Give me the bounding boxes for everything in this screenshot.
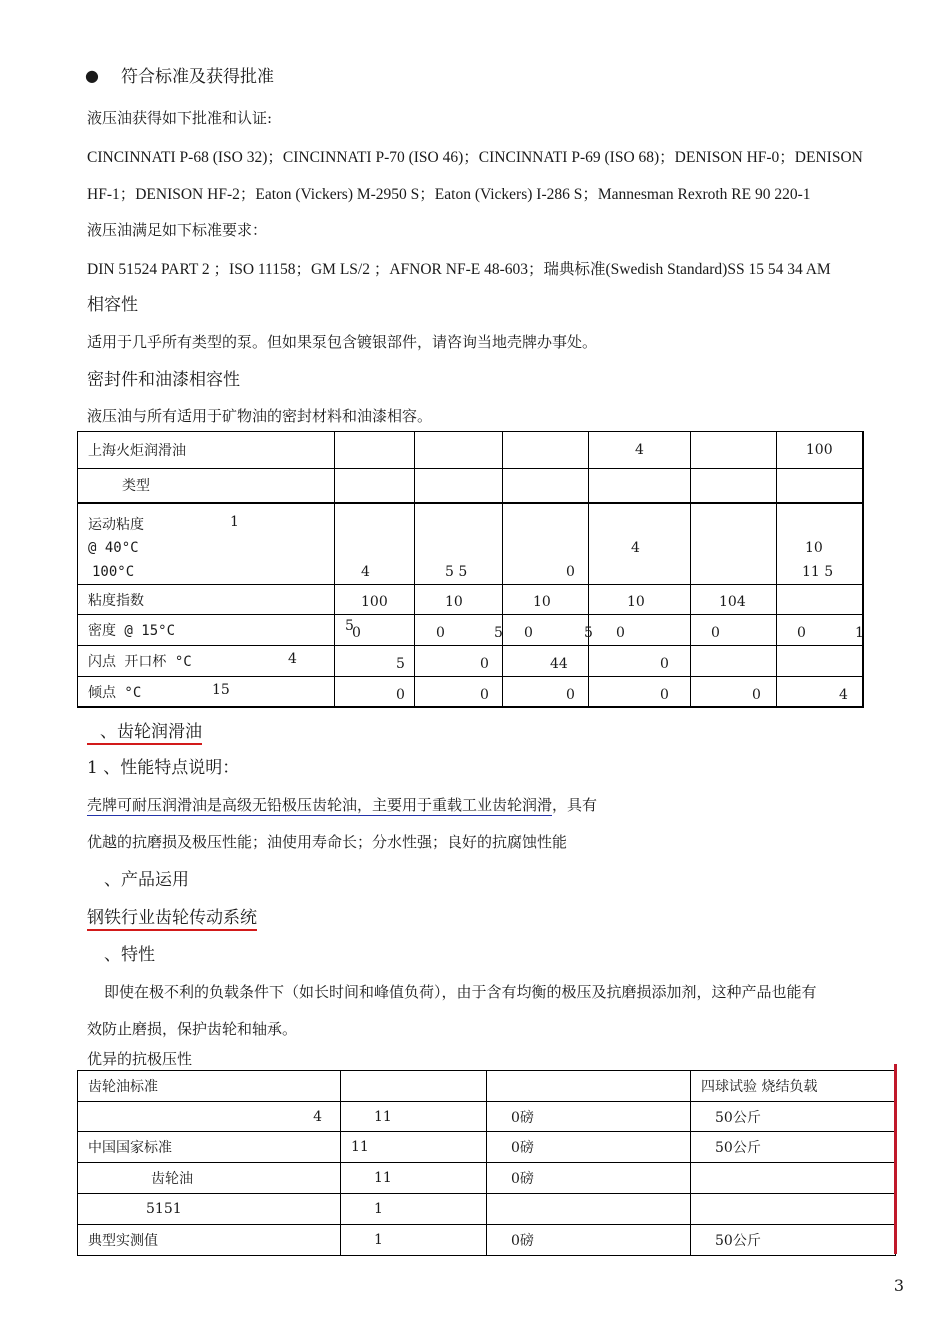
cell-value: 15 <box>212 682 230 698</box>
hydraulic-oil-table <box>77 431 864 708</box>
feature-line-1: 即使在极不利的负载条件下（如长时间和峰值负荷），由于含有均衡的极压及抗磨损添加剂，这种产品也能有 <box>104 983 817 1001</box>
feature-line-2: 效防止磨损，保护齿轮和轴承。 <box>87 1020 298 1038</box>
cell-value: 0磅 <box>511 1171 534 1187</box>
approvals-line-2: HF-1；DENISON HF-2；Eaton (Vickers) M-2950 S；Eaton (Vickers) I-286 S；Mannesman Rexroth RE 90 220-1 <box>87 186 811 203</box>
table-row <box>78 1225 896 1256</box>
standards-heading: 符合标准及获得批准 <box>121 67 274 87</box>
cell-value: 50公斤 <box>715 1233 761 1249</box>
cell-value: 0 <box>616 625 625 641</box>
page-number: 3 <box>893 1276 904 1295</box>
viscosity-label: 运动粘度 <box>88 516 144 533</box>
gear-standard-header: 齿轮油标准 <box>88 1079 158 1095</box>
cell-value: 104 <box>719 594 746 610</box>
cell-value: 0磅 <box>511 1233 534 1249</box>
cell-value: 11 5 <box>802 563 834 580</box>
cell-value: 10 <box>805 539 823 556</box>
cell-value: 0 <box>396 687 405 703</box>
cell-value: 5 5 <box>445 563 468 580</box>
table-row <box>78 1132 896 1163</box>
cell-value: 1 <box>230 513 239 530</box>
cell-value: 5 <box>345 618 354 634</box>
cell-value: 100°C <box>92 563 135 580</box>
cell-value: 0 <box>711 625 720 641</box>
bullet-icon: ● <box>85 66 99 85</box>
density-label: 密度 @ 15°C <box>88 623 176 639</box>
cell-value: 0 <box>480 687 489 703</box>
standards-line: DIN 51524 PART 2 ；ISO 11158；GM LS/2 ；AFNOR NF-E 48-603；瑞典标准(Swedish Standard)SS 15 54 34 AM <box>87 261 831 278</box>
performance-heading: 1 、性能特点说明： <box>87 758 240 778</box>
pour-point-label: 倾点 °C <box>88 685 142 701</box>
table-row <box>78 677 863 707</box>
cell-value: 11 <box>374 1170 392 1186</box>
table-row <box>78 646 863 677</box>
cell-value: 100 <box>805 442 833 458</box>
cell-value: 0磅 <box>511 1140 534 1156</box>
table-row <box>78 503 863 585</box>
usage-text: 钢铁行业齿轮传动系统 <box>87 903 257 931</box>
cell-value: 100 <box>361 594 388 610</box>
gear-oil-heading <box>87 717 202 745</box>
cell-value: 50公斤 <box>715 1140 761 1156</box>
table-row <box>78 615 863 646</box>
table-row <box>78 1194 896 1225</box>
approvals-line-1: CINCINNATI P-68 (ISO 32)；CINCINNATI P-70 (ISO 46)；CINCINNATI P-69 (ISO 68)；DENISON HF-0；DENISON <box>87 149 863 166</box>
flash-point-label: 闪点 开口杯 °C <box>88 654 192 670</box>
cell-value: 0 <box>436 625 445 641</box>
gear-desc-line-1 <box>87 794 597 815</box>
cell-value: 1 <box>374 1232 383 1248</box>
cell-value: 0 <box>352 625 361 641</box>
cell-value: 0 <box>480 656 489 672</box>
gear-desc-rest: ，具有 <box>552 796 598 814</box>
compat-text: 适用于几乎所有类型的泵。但如果泵包含镀银部件，请咨询当地壳牌办事处。 <box>87 333 598 351</box>
gear-oil-heading-text: 、齿轮润滑油 <box>100 722 202 742</box>
feature-heading: 、特性 <box>104 945 155 965</box>
cell-value: 4 <box>839 687 848 703</box>
cell-value: 5 <box>396 656 405 672</box>
brand-cell: 上海火炬润滑油 <box>88 443 186 459</box>
compat-heading: 相容性 <box>87 295 138 315</box>
gear-desc-underlined: 壳牌可耐压润滑油是高级无铅极压齿轮油，主要用于重载工业齿轮润滑 <box>87 796 553 814</box>
cell-value: 1 <box>855 625 864 641</box>
cell-value: 0 <box>797 625 806 641</box>
type-cell: 类型 <box>122 478 150 495</box>
cell-value: 50公斤 <box>715 1109 761 1126</box>
four-ball-header: 四球试验 烧结负载 <box>701 1079 818 1095</box>
standards-intro: 液压油满足如下标准要求： <box>87 221 268 239</box>
cell-value: 5 <box>494 625 503 641</box>
cell-value: 典型实测值 <box>88 1233 158 1249</box>
cell-value: 44 <box>550 656 568 672</box>
cell-value: 0磅 <box>511 1109 534 1126</box>
cell-value: 中国国家标准 <box>88 1140 172 1156</box>
viscosity-index-label: 粘度指数 <box>88 592 144 609</box>
table-row <box>78 469 863 503</box>
cell-value: 10 <box>627 594 645 610</box>
approvals-intro: 液压油获得如下批准和认证: <box>87 109 273 127</box>
cell-value: 4 <box>313 1108 322 1125</box>
cell-value: 齿轮油 <box>151 1171 193 1187</box>
usage-heading: 、产品运用 <box>104 870 189 890</box>
cell-value: @ 40°C <box>88 539 139 556</box>
cell-value: 5151 <box>146 1201 182 1217</box>
cell-value: 0 <box>566 563 575 580</box>
cell-value: 0 <box>752 687 761 703</box>
revision-bar <box>894 1064 897 1254</box>
gear-oil-standards-table <box>77 1070 896 1256</box>
cell-value: 4 <box>288 651 297 667</box>
cell-value: 5 <box>584 625 593 641</box>
cell-value: 11 <box>351 1139 369 1155</box>
seal-heading: 密封件和油漆相容性 <box>87 370 240 390</box>
cell-value: 4 <box>361 563 370 580</box>
table-row <box>78 1163 896 1194</box>
gear-desc-line-2: 优越的抗磨损及极压性能；油使用寿命长；分水性强；良好的抗腐蚀性能 <box>87 833 568 851</box>
table-row <box>78 1102 896 1132</box>
cell-value: 4 <box>635 442 644 458</box>
table-row <box>78 585 863 615</box>
cell-value: 10 <box>533 594 551 610</box>
cell-value: 0 <box>524 625 533 641</box>
seal-text: 液压油与所有适用于矿物油的密封材料和油漆相容。 <box>87 407 433 425</box>
table-row <box>78 432 863 469</box>
cell-value: 0 <box>660 656 669 672</box>
cell-value: 0 <box>566 687 575 703</box>
cell-value: 10 <box>445 594 463 610</box>
table-row <box>78 1071 896 1102</box>
cell-value: 4 <box>631 539 640 556</box>
cell-value: 11 <box>374 1108 392 1125</box>
cell-value: 1 <box>374 1201 383 1217</box>
ep-heading: 优异的抗极压性 <box>87 1048 192 1071</box>
cell-value: 0 <box>660 687 669 703</box>
